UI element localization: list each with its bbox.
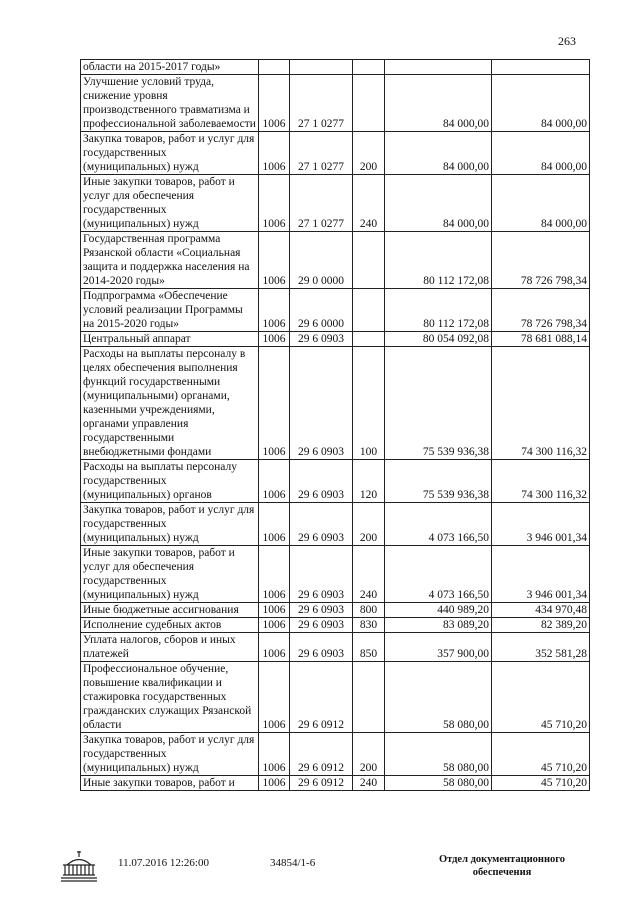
cell-expense-type	[353, 75, 385, 132]
cell-plan-1: 80 054 092,08	[385, 332, 492, 347]
cell-plan-2: 3 946 001,34	[492, 546, 590, 603]
cell-name: Закупка товаров, работ и услуг для государственных (муниципальных) нужд	[81, 733, 259, 776]
footer-department	[412, 853, 592, 879]
cell-plan-2: 78 726 798,34	[492, 289, 590, 332]
cell-plan-1: 80 112 172,08	[385, 232, 492, 289]
cell-plan-1: 357 900,00	[385, 633, 492, 662]
cell-target: 29 6 0903	[290, 633, 353, 662]
cell-section: 1006	[259, 132, 290, 175]
cell-plan-1: 84 000,00	[385, 175, 492, 232]
cell-target: 29 6 0903	[290, 546, 353, 603]
table-row	[81, 662, 590, 733]
page-number: 263	[558, 34, 576, 48]
footer-date: 11.07.2016 12:26:00	[118, 857, 209, 869]
cell-section: 1006	[259, 232, 290, 289]
cell-expense-type	[353, 232, 385, 289]
cell-section	[259, 60, 290, 75]
cell-target: 29 6 0903	[290, 503, 353, 546]
cell-section: 1006	[259, 603, 290, 618]
cell-plan-1: 4 073 166,50	[385, 546, 492, 603]
cell-plan-1: 75 539 936,38	[385, 347, 492, 460]
cell-plan-1: 84 000,00	[385, 132, 492, 175]
cell-plan-1: 58 080,00	[385, 662, 492, 733]
table-row	[81, 332, 590, 347]
cell-section: 1006	[259, 618, 290, 633]
cell-name: Уплата налогов, сборов и иных платежей	[81, 633, 259, 662]
cell-expense-type: 800	[353, 603, 385, 618]
cell-plan-1: 83 089,20	[385, 618, 492, 633]
cell-expense-type: 120	[353, 460, 385, 503]
cell-name: Иные закупки товаров, работ и	[81, 776, 259, 791]
cell-name: Государственная программа Рязанской области «Социальная защита и поддержка населения на 2014-2020 годы»	[81, 232, 259, 289]
table-row	[81, 633, 590, 662]
cell-plan-1	[385, 60, 492, 75]
cell-expense-type: 830	[353, 618, 385, 633]
cell-section: 1006	[259, 175, 290, 232]
cell-target: 29 6 0903	[290, 618, 353, 633]
cell-expense-type: 100	[353, 347, 385, 460]
cell-target: 27 1 0277	[290, 175, 353, 232]
cell-plan-2: 78 726 798,34	[492, 232, 590, 289]
cell-plan-2: 3 946 001,34	[492, 503, 590, 546]
cell-expense-type: 850	[353, 633, 385, 662]
cell-target	[290, 60, 353, 75]
table-row	[81, 546, 590, 603]
cell-expense-type: 200	[353, 132, 385, 175]
cell-section: 1006	[259, 633, 290, 662]
cell-name: Закупка товаров, работ и услуг для государственных (муниципальных) нужд	[81, 503, 259, 546]
cell-expense-type	[353, 662, 385, 733]
cell-name: области на 2015-2017 годы»	[81, 60, 259, 75]
table-row	[81, 733, 590, 776]
cell-target: 27 1 0277	[290, 132, 353, 175]
footer-department-line2: обеспечения	[472, 867, 532, 878]
cell-expense-type	[353, 332, 385, 347]
cell-section: 1006	[259, 733, 290, 776]
cell-target: 27 1 0277	[290, 75, 353, 132]
cell-target: 29 6 0903	[290, 347, 353, 460]
cell-plan-2: 434 970,48	[492, 603, 590, 618]
table-row	[81, 776, 590, 791]
cell-plan-1: 75 539 936,38	[385, 460, 492, 503]
cell-expense-type: 200	[353, 733, 385, 776]
cell-name: Закупка товаров, работ и услуг для государственных (муниципальных) нужд	[81, 132, 259, 175]
cell-plan-2: 45 710,20	[492, 733, 590, 776]
cell-section: 1006	[259, 776, 290, 791]
table-row	[81, 232, 590, 289]
cell-plan-2: 84 000,00	[492, 75, 590, 132]
cell-expense-type: 240	[353, 776, 385, 791]
cell-plan-2: 352 581,28	[492, 633, 590, 662]
cell-plan-2	[492, 60, 590, 75]
cell-plan-2: 82 389,20	[492, 618, 590, 633]
cell-section: 1006	[259, 503, 290, 546]
cell-name: Профессиональное обучение, повышение квалификации и стажировка государственных гражданских служащих Рязанской области	[81, 662, 259, 733]
cell-plan-1: 4 073 166,50	[385, 503, 492, 546]
cell-plan-2: 45 710,20	[492, 662, 590, 733]
cell-section: 1006	[259, 332, 290, 347]
table-row	[81, 289, 590, 332]
cell-expense-type: 240	[353, 175, 385, 232]
cell-section: 1006	[259, 662, 290, 733]
cell-name: Исполнение судебных актов	[81, 618, 259, 633]
cell-plan-1: 84 000,00	[385, 75, 492, 132]
budget-table-body	[81, 60, 590, 791]
table-row	[81, 132, 590, 175]
cell-plan-2: 74 300 116,32	[492, 347, 590, 460]
footer-department-line1: Отдел документационного	[438, 854, 566, 865]
table-row	[81, 60, 590, 75]
cell-plan-1: 58 080,00	[385, 776, 492, 791]
cell-expense-type	[353, 289, 385, 332]
cell-name: Иные закупки товаров, работ и услуг для обеспечения государственных (муниципальных) нужд	[81, 175, 259, 232]
cell-expense-type: 240	[353, 546, 385, 603]
cell-section: 1006	[259, 546, 290, 603]
footer-doc-number: 34854/1-6	[270, 857, 316, 869]
cell-target: 29 6 0903	[290, 332, 353, 347]
table-row	[81, 460, 590, 503]
cell-plan-2: 74 300 116,32	[492, 460, 590, 503]
cell-name: Расходы на выплаты персоналу в целях обеспечения выполнения функций государственными (муниципальными) органами, казенными учреждениями, органами управления государственными внебюджетными фондами	[81, 347, 259, 460]
table-row	[81, 175, 590, 232]
cell-name: Иные закупки товаров, работ и услуг для обеспечения государственных (муниципальных) нужд	[81, 546, 259, 603]
cell-target: 29 6 0912	[290, 733, 353, 776]
cell-plan-1: 440 989,20	[385, 603, 492, 618]
cell-section: 1006	[259, 347, 290, 460]
duma-building-emblem-icon	[55, 848, 103, 884]
cell-target: 29 6 0912	[290, 776, 353, 791]
cell-plan-1: 80 112 172,08	[385, 289, 492, 332]
budget-table	[80, 59, 590, 791]
cell-plan-2: 78 681 088,14	[492, 332, 590, 347]
table-row	[81, 603, 590, 618]
cell-name: Улучшение условий труда, снижение уровня производственного травматизма и профессиональной заболеваемости	[81, 75, 259, 132]
cell-expense-type: 200	[353, 503, 385, 546]
cell-plan-2: 84 000,00	[492, 132, 590, 175]
cell-target: 29 0 0000	[290, 232, 353, 289]
cell-name: Центральный аппарат	[81, 332, 259, 347]
table-row	[81, 503, 590, 546]
cell-section: 1006	[259, 75, 290, 132]
cell-target: 29 6 0912	[290, 662, 353, 733]
cell-plan-2: 84 000,00	[492, 175, 590, 232]
cell-target: 29 6 0000	[290, 289, 353, 332]
cell-plan-1: 58 080,00	[385, 733, 492, 776]
cell-name: Расходы на выплаты персоналу государственных (муниципальных) органов	[81, 460, 259, 503]
table-row	[81, 618, 590, 633]
cell-name: Подпрограмма «Обеспечение условий реализации Программы на 2015-2020 годы»	[81, 289, 259, 332]
cell-plan-2: 45 710,20	[492, 776, 590, 791]
table-row	[81, 347, 590, 460]
cell-target: 29 6 0903	[290, 603, 353, 618]
cell-name: Иные бюджетные ассигнования	[81, 603, 259, 618]
cell-section: 1006	[259, 460, 290, 503]
table-row	[81, 75, 590, 132]
cell-section: 1006	[259, 289, 290, 332]
cell-expense-type	[353, 60, 385, 75]
cell-target: 29 6 0903	[290, 460, 353, 503]
